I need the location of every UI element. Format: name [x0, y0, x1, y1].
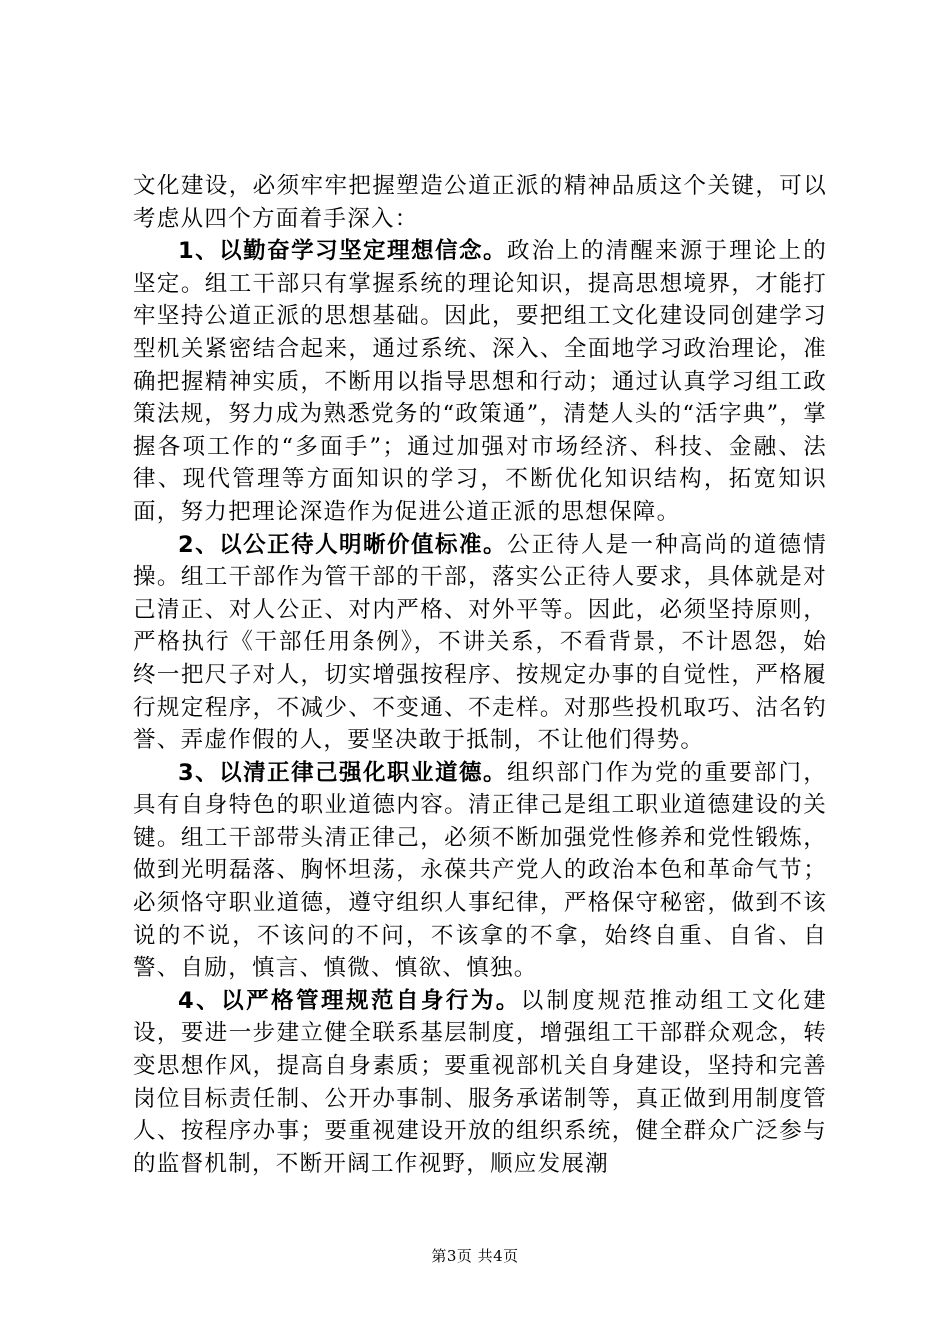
- intro-paragraph: 文化建设，必须牢牢把握塑造公道正派的精神品质这个关键，可以考虑从四个方面着手深入：: [133, 173, 827, 232]
- page-number-footer: 第3页 共4页: [431, 1247, 519, 1265]
- section-heading-2: 2、以公正待人明晰价值标准。: [178, 531, 507, 558]
- section-body-2: 公正待人是一种高尚的道德情操。组工干部作为管干部的干部，落实公正待人要求，具体就是对己清正、对人公正、对内严格、对外平等。因此，必须坚持原则，严格执行《干部任用条例》，不讲关系，不看背景，不计恩怨，始终一把尺子对人，切实增强按程序、按规定办事的自觉性，严格履行规定程序，不减少、不变通、不走样。对那些投机取巧、沽名钓誉、弄虚作假的人，要坚决敢于抵制，不让他们得势。: [133, 531, 827, 754]
- section-heading-3: 3、以清正律己强化职业道德。: [178, 759, 507, 786]
- document-body: [133, 170, 827, 1180]
- section-heading-4: 4、以严格管理规范自身行为。: [178, 987, 521, 1014]
- section-body-3: 组织部门作为党的重要部门，具有自身特色的职业道德内容。清正律己是组工职业道德建设的关键。组工干部带头清正律己，必须不断加强党性修养和党性锻炼，做到光明磊落、胸怀坦荡，永葆共产党人的政治本色和革命气节；必须恪守职业道德，遵守组织人事纪律，严格保守秘密，做到不该说的不说，不该问的不问，不该拿的不拿，始终自重、自省、自警、自励，慎言、慎微、慎欲、慎独。: [133, 759, 827, 982]
- section-body-1: 政治上的清醒来源于理论上的坚定。组工干部只有掌握系统的理论知识，提高思想境界，才能打牢坚持公道正派的思想基础。因此，要把组工文化建设同创建学习型机关紧密结合起来，通过系统、深入、全面地学习政治理论，准确把握精神实质，不断用以指导思想和行动；通过认真学习组工政策法规，努力成为熟悉党务的“政策通”，清楚人头的“活字典”，掌握各项工作的“多面手”；通过加强对市场经济、科技、金融、法律、现代管理等方面知识的学习，不断优化知识结构，拓宽知识面，努力把理论深造作为促进公道正派的思想保障。: [133, 238, 827, 525]
- section-paragraph-4: [133, 985, 827, 1181]
- section-paragraph-1: [133, 235, 827, 528]
- section-paragraph-2: [133, 529, 827, 757]
- section-body-4: 以制度规范推动组工文化建设，要进一步建立健全联系基层制度，增强组工干部群众观念，转变思想作风，提高自身素质；要重视部机关自身建设，坚持和完善岗位目标责任制、公开办事制、服务承诺制等，真正做到用制度管人、按程序办事；要重视建设开放的组织系统，健全群众广泛参与的监督机制，不断开阔工作视野，顺应发展潮: [133, 987, 827, 1177]
- section-heading-1: 1、以勤奋学习坚定理想信念。: [178, 238, 507, 265]
- section-paragraph-3: [133, 757, 827, 985]
